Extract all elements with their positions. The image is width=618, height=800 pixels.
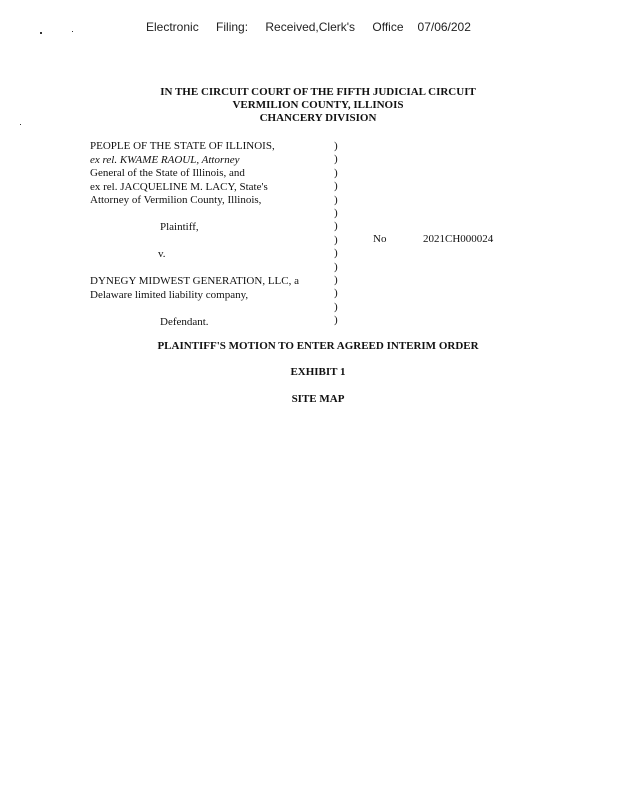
- filing-stamp-word: Received,Clerk's: [265, 20, 356, 34]
- court-county: VERMILION COUNTY, ILLINOIS: [232, 99, 404, 111]
- filing-stamp-word: Filing:: [216, 20, 249, 34]
- scan-speck: [40, 32, 42, 34]
- motion-title: PLAINTIFF'S MOTION TO ENTER AGREED INTERIM ORDER: [157, 340, 479, 352]
- paren: ): [334, 193, 338, 206]
- filing-stamp-date: 07/06/202: [417, 20, 471, 34]
- filing-stamp-word: Office: [372, 20, 404, 34]
- paren: ): [334, 274, 338, 287]
- case-number-label: No: [373, 233, 387, 245]
- case-number: 2021CH000024: [423, 233, 494, 245]
- filing-stamp-word: Electronic: [146, 20, 199, 34]
- plaintiff-line: Attorney of Vermilion County, Illinois,: [90, 194, 262, 206]
- defendant-label: Defendant.: [160, 315, 209, 328]
- court-name: IN THE CIRCUIT COURT OF THE FIFTH JUDICIAL CIRCUIT: [160, 86, 476, 98]
- plaintiff-line: PEOPLE OF THE STATE OF ILLINOIS,: [90, 140, 275, 152]
- paren: ): [334, 140, 338, 152]
- scan-speck: [72, 31, 73, 32]
- paren: ): [334, 260, 338, 273]
- versus: v.: [158, 248, 166, 260]
- defendant-line: Delaware limited liability company,: [90, 288, 249, 301]
- case-caption: [90, 140, 299, 329]
- plaintiff-line: ex rel. JACQUELINE M. LACY, State's: [90, 180, 268, 193]
- paren: ): [334, 153, 338, 166]
- plaintiff-label: Plaintiff,: [160, 221, 199, 233]
- paren: ): [334, 166, 338, 179]
- exhibit-title: SITE MAP: [291, 393, 345, 405]
- paren: ): [334, 247, 338, 260]
- paren: ): [334, 314, 338, 327]
- plaintiff-line: General of the State of Illinois, and: [90, 167, 245, 179]
- defendant-line: DYNEGY MIDWEST GENERATION, LLC, a: [90, 275, 299, 287]
- paren: ): [334, 287, 338, 300]
- filing-stamp: [146, 20, 485, 34]
- plaintiff-line: ex rel. KWAME RAOUL, Attorney: [90, 153, 240, 166]
- paren: ): [334, 207, 338, 220]
- paren: ): [334, 180, 338, 193]
- court-division: CHANCERY DIVISION: [259, 112, 377, 124]
- paren: ): [334, 300, 338, 313]
- paren: ): [334, 233, 338, 246]
- caption-parentheses: [334, 140, 338, 328]
- exhibit-label: EXHIBIT 1: [290, 366, 346, 378]
- paren: ): [334, 220, 338, 233]
